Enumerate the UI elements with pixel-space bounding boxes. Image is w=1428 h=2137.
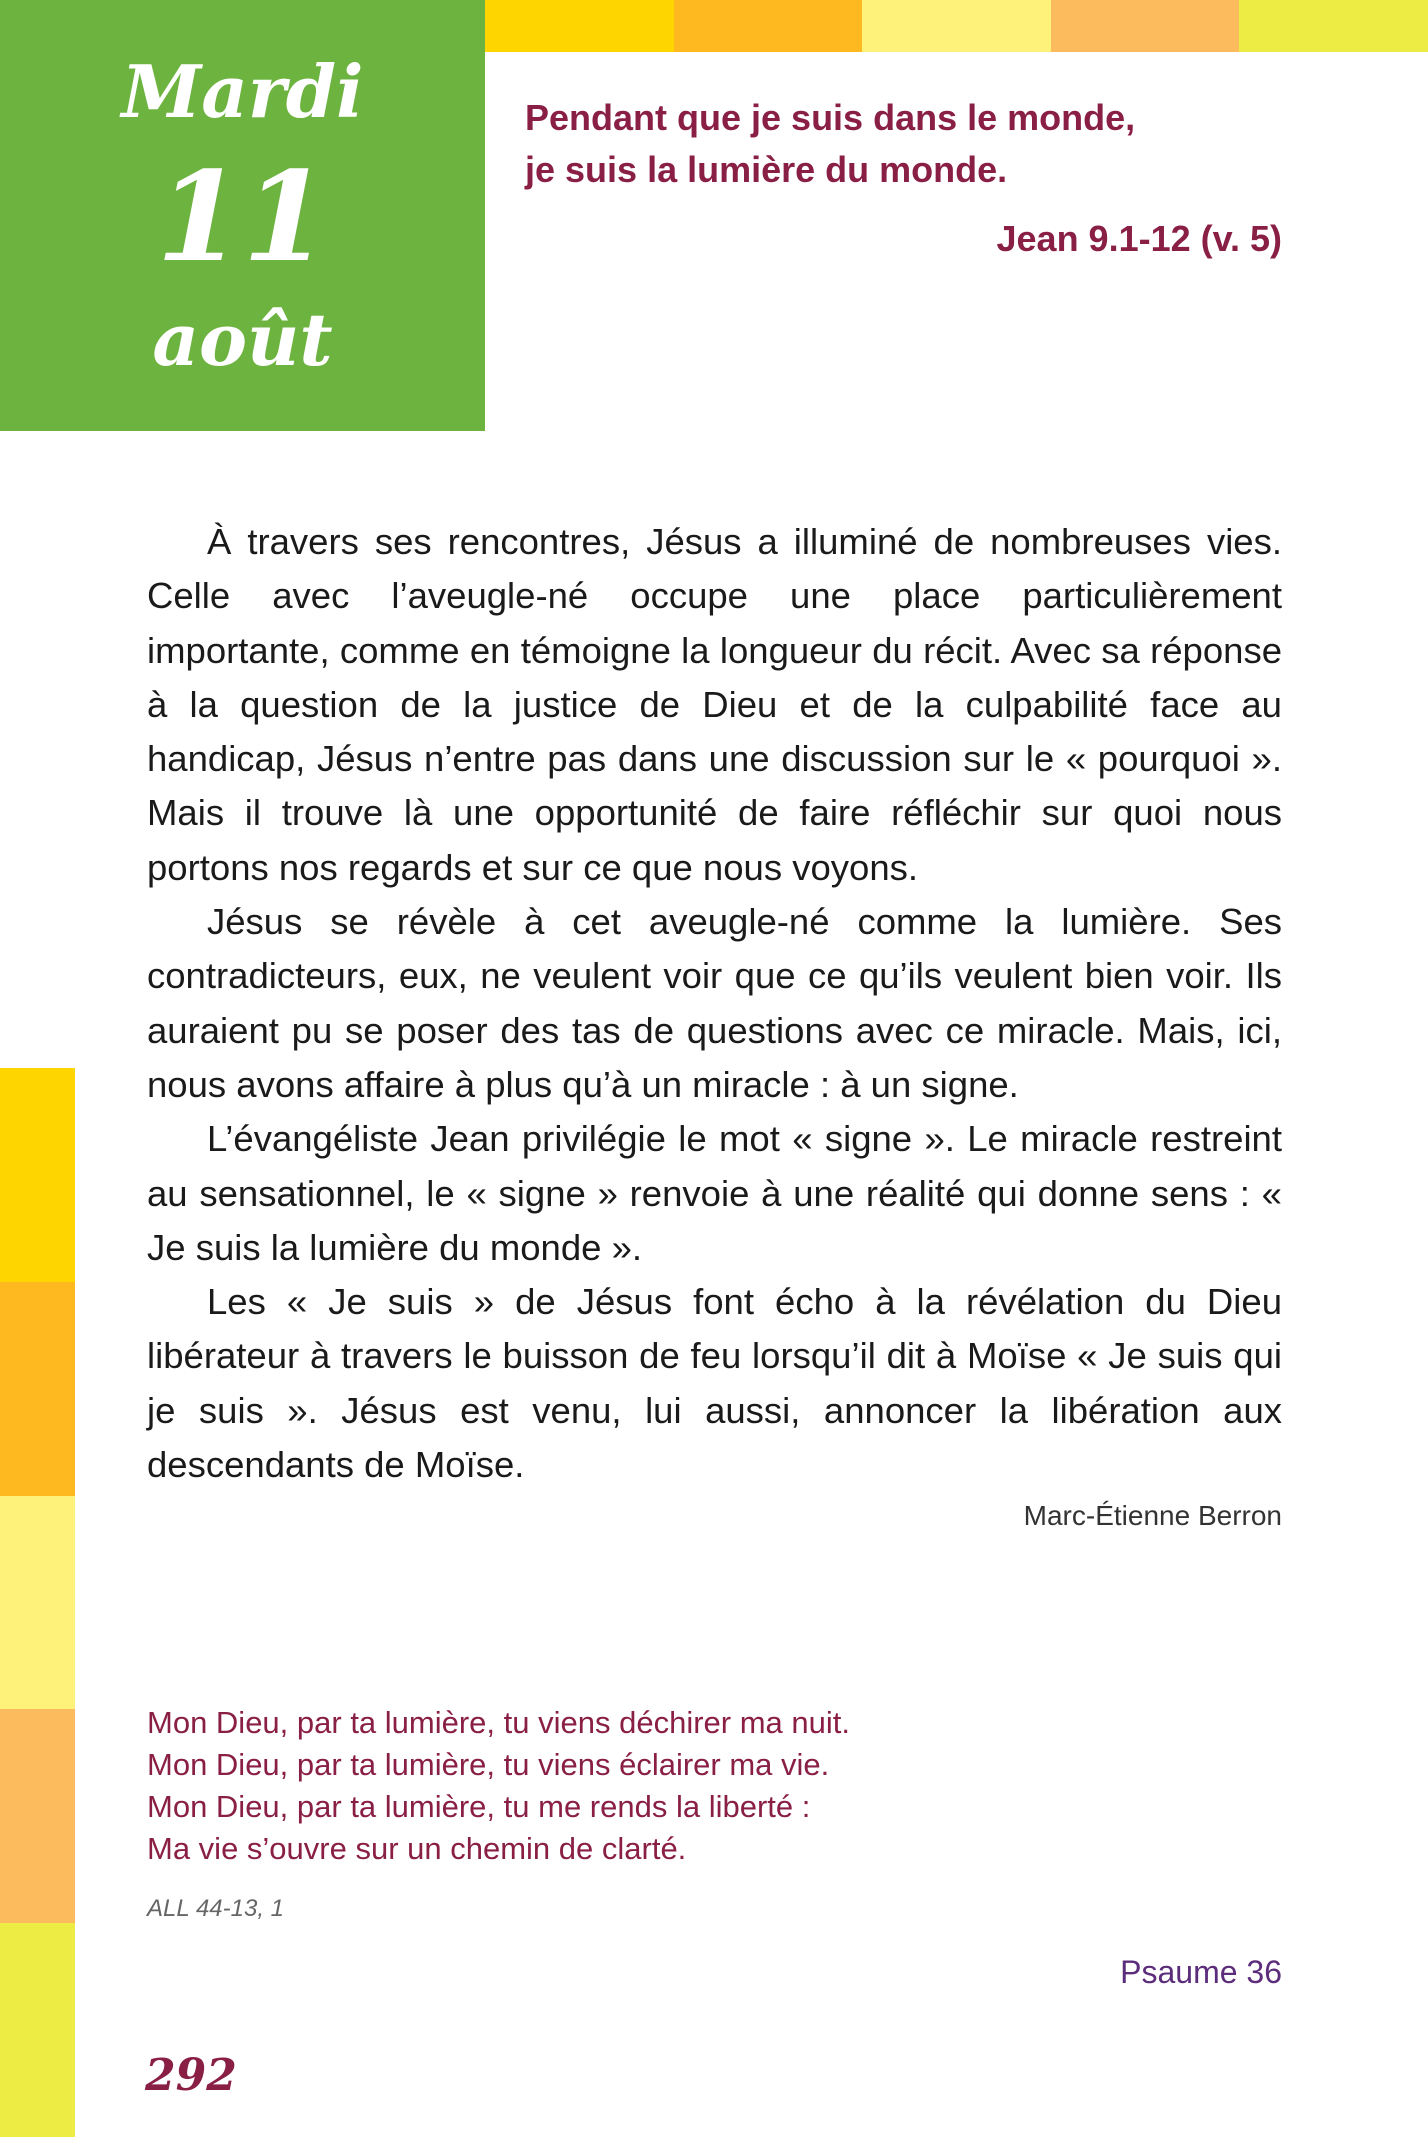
- left-strip-segment: [0, 1068, 75, 1282]
- paragraph: Les « Je suis » de Jésus font écho à la révélation du Dieu libérateur à travers le buisson de feu lorsqu’il dit à Moïse « Je suis qui je suis ». Jésus est venu, lui aussi, annoncer la libération aux descendants de Moïse.: [147, 1281, 1282, 1486]
- top-strip-segment: [674, 0, 863, 52]
- verse-reference: Jean 9.1-12 (v. 5): [996, 218, 1282, 259]
- left-strip-segment: [0, 1282, 75, 1496]
- top-color-strip: [485, 0, 1428, 52]
- meditation-text: [147, 515, 1282, 1492]
- top-strip-segment: [1051, 0, 1240, 52]
- date-block: [0, 0, 485, 431]
- page-number: 292: [145, 2050, 237, 2101]
- date-weekday: Mardi: [121, 49, 364, 134]
- left-strip-segment: [0, 1496, 75, 1710]
- prayer-line: Mon Dieu, par ta lumière, tu me rends la liberté :: [147, 1789, 811, 1824]
- left-strip-segment: [0, 1709, 75, 1923]
- paragraph: L’évangéliste Jean privilégie le mot « signe ». Le miracle restreint au sensationnel, le « signe » renvoie à une réalité qui donne sens : « Je suis la lumière du monde ».: [147, 1118, 1282, 1268]
- left-strip-segment: [0, 1923, 75, 2137]
- prayer: [147, 1702, 1247, 1870]
- psalm-reference: Psaume 36: [1120, 1954, 1282, 1990]
- prayer-reference: ALL 44-13, 1: [147, 1895, 285, 1922]
- prayer-line: Ma vie s’ouvre sur un chemin de clarté.: [147, 1831, 687, 1866]
- date-day: 11: [156, 145, 329, 290]
- verse-line: je suis la lumière du monde.: [525, 149, 1008, 190]
- verse-of-the-day: [525, 92, 1285, 196]
- top-strip-segment: [485, 0, 674, 52]
- prayer-line: Mon Dieu, par ta lumière, tu viens déchirer ma nuit.: [147, 1705, 850, 1740]
- date-month: août: [152, 297, 333, 382]
- paragraph: Jésus se révèle à cet aveugle-né comme la lumière. Ses contradicteurs, eux, ne veulent voir que ce qu’ils veulent bien voir. Ils auraient pu se poser des tas de questions avec ce miracle. Mais, ici, nous avons affaire à plus qu’à un miracle : à un signe.: [147, 901, 1282, 1105]
- left-color-strip: [0, 1068, 75, 2137]
- top-strip-segment: [862, 0, 1051, 52]
- author-name: Marc-Étienne Berron: [1023, 1500, 1282, 1531]
- top-strip-segment: [1239, 0, 1428, 52]
- prayer-line: Mon Dieu, par ta lumière, tu viens éclairer ma vie.: [147, 1747, 830, 1782]
- verse-line: Pendant que je suis dans le monde,: [525, 97, 1136, 138]
- paragraph: À travers ses rencontres, Jésus a illuminé de nombreuses vies. Celle avec l’aveugle-né occupe une place particulièrement importante, comme en témoigne la longueur du récit. Avec sa réponse à la question de la justice de Dieu et de la culpabilité face au handicap, Jésus n’entre pas dans une discussion sur le « pourquoi ». Mais il trouve là une opportunité de faire réfléchir sur quoi nous portons nos regards et sur ce que nous voyons.: [147, 521, 1282, 888]
